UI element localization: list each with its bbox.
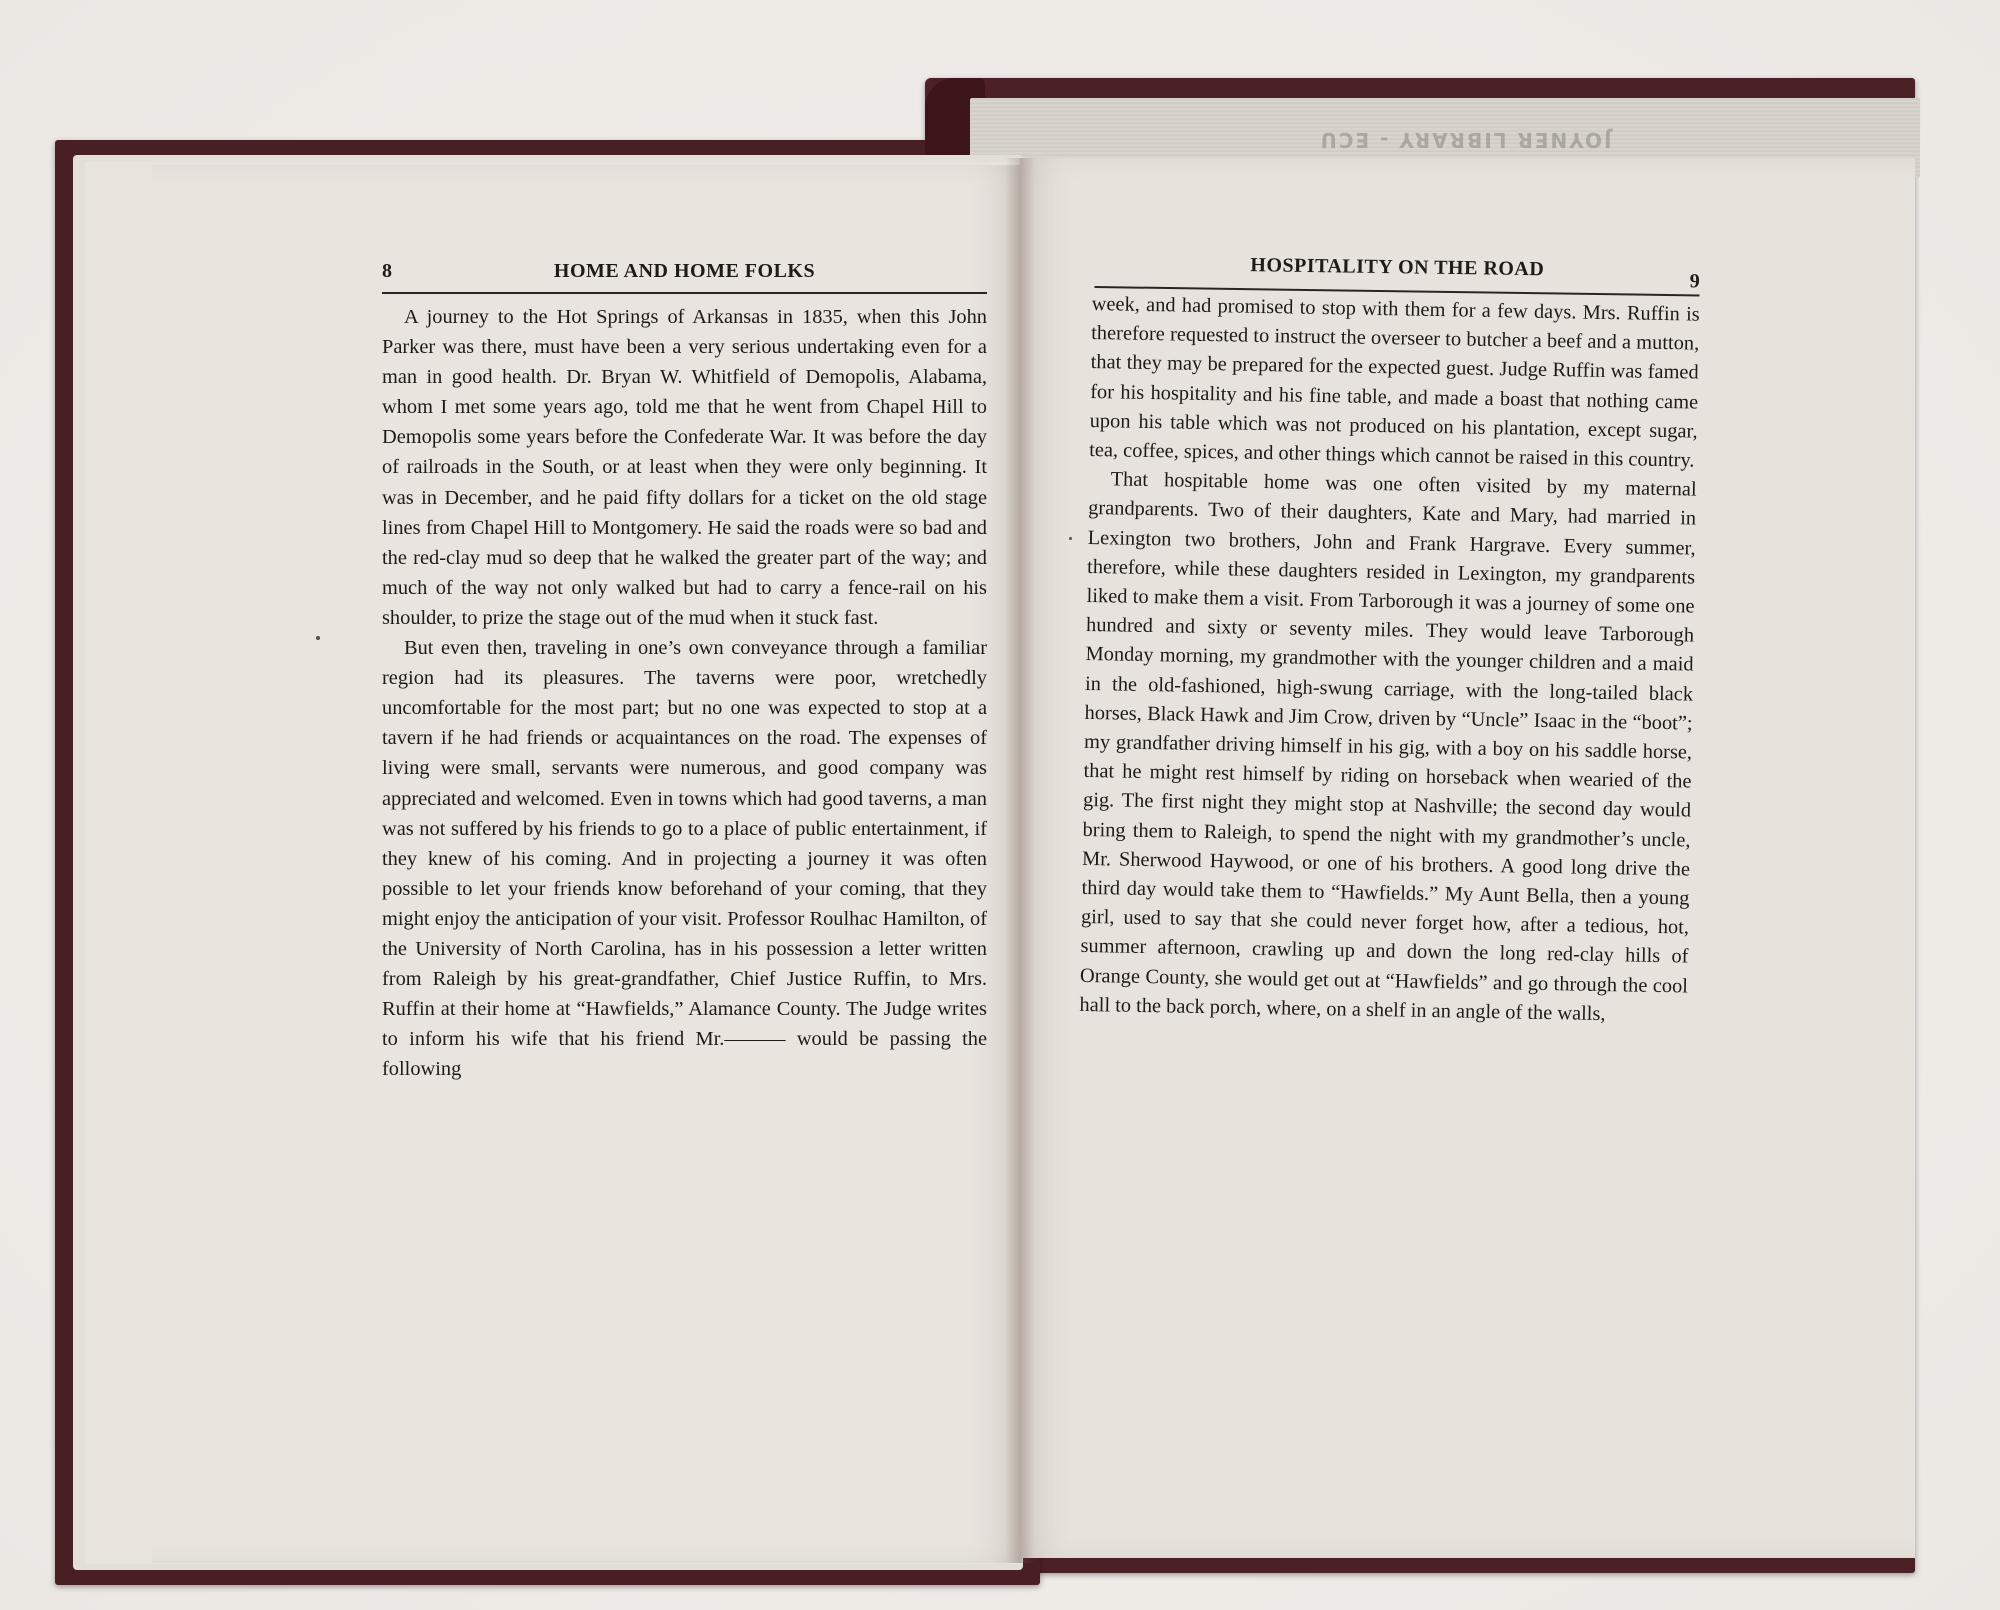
paragraph: week, and had promised to stop with them for a few days. Mrs. Ruffin is therefore requested to instruct the overseer to butcher a beef and a mutton, that they may be prepared for the expected guest. Judge Ruffin was famed for his hospitality and his fine table, and made a boast that nothing came upon his table which was not produced on his plantation, except sugar, tea, coffee, spices, and other things which cannot be raised in this country.: [1089, 292, 1700, 472]
left-text-column: [382, 302, 987, 1084]
paragraph: A journey to the Hot Springs of Arkansas in 1835, when this John Parker was there, must have been a very serious undertaking even for a man in good health. Dr. Bryan W. Whitfield of Demopolis, Alabama, whom I met some years ago, told me that he went from Chapel Hill to Demopolis some years before the Confederate War. It was before the day of railroads in the South, or at least when they were only beginning. It was in December, and he paid fifty dollars for a ticket on the old stage lines from Chapel Hill to Montgomery. He said the roads were so bad and the red-clay mud so deep that he walked the greater part of the way; and much of the way not only walked but had to carry a fence-rail on his shoulder, to prize the stage out of the mud when it stuck fast.: [382, 306, 987, 629]
paragraph: But even then, traveling in one’s own conveyance through a familiar region had its pleasures. The taverns were poor, wretchedly uncomfortable for the most part; but no one was expected to stop at a tavern if he had friends or acquaintances on the road. The expenses of living were small, servants were numerous, and good company was appreciated and welcomed. Even in towns which had good taverns, a man was not suffered by his friends to go to a place of public entertainment, if they knew of his coming. And in projecting a journey it was often possible to let your friends know beforehand of your coming, that they might enjoy the anticipation of your visit. Professor Roulhac Hamilton, of the University of North Carolina, has in his possession a letter written from Raleigh by his great-grandfather, Chief Justice Ruffin, to Mrs. Ruffin at their home at “Hawfields,” Alamance County. The Judge writes to inform his wife that his friend Mr.——— would be passing the following: [382, 637, 987, 1081]
paragraph: That hospitable home was one often visited by my maternal grandparents. Two of their daughters, Kate and Mary, had married in Lexington two brothers, John and Frank Hargrave. Every summer, therefore, while these daughters resided in Lexington, my grandparents liked to make them a visit. From Tarborough it was a journey of some one hundred and sixty or seventy miles. They would leave Tarborough Monday morning, my grandmother with the younger children and a maid in the old-fashioned, high-swung carriage, with the long-tailed black horses, Black Hawk and Jim Crow, driven by “Uncle” Isaac in the “boot”; my grandfather driving himself in his gig, with a boy on his saddle horse, that he might rest himself by riding on horseback when wearied of the gig. The first night they might stop at Nashville; the second day would bring them to Raleigh, to spend the night with my grandmother’s uncle, Mr. Sherwood Haywood, or one of his brothers. A good long drive the third day would take them to “Hawfields.” My Aunt Bella, then a young girl, used to say that she could never forget how, after a tedious, hot, summer afternoon, crawling up and down the long red-clay hills of Orange County, she would get out at “Hawfields” and go through the cool hall to the back porch, where, on a shelf in an angle of the walls,: [1079, 468, 1697, 1025]
left-running-head: [382, 258, 987, 294]
running-head-title-right: HOSPITALITY ON THE ROAD: [1250, 254, 1545, 281]
right-text-column: [1079, 290, 1700, 1031]
paper-speck: [316, 636, 320, 640]
page-number-right: 9: [1689, 270, 1700, 293]
page-number-left: 8: [382, 260, 392, 282]
paper-speck: [1069, 537, 1072, 540]
library-stamp: JOYNER LIBRARY - ECU: [1318, 128, 1612, 152]
book-gutter: [1005, 158, 1035, 1563]
running-head-title-left: HOME AND HOME FOLKS: [553, 260, 816, 282]
